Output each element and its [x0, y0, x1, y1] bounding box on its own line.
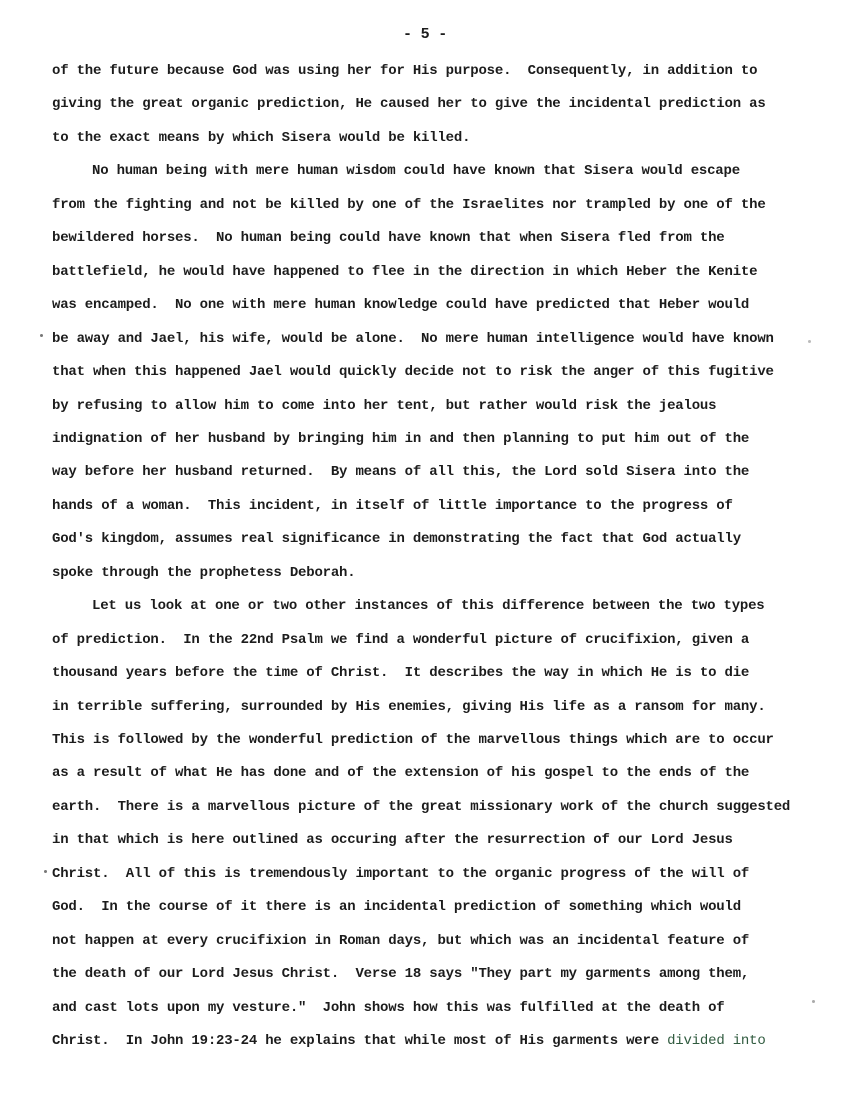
text-line-content: earth. There is a marvellous picture of the great missionary work of the church suggested: [52, 798, 791, 815]
text-line-content: the death of our Lord Jesus Christ. Verse 18 says "They part my garments among them,: [52, 966, 750, 983]
text-line: [52, 831, 733, 849]
text-line-content: Christ. All of this is tremendously important to the organic progress of the will of: [52, 865, 750, 882]
text-line: [52, 798, 790, 816]
text-line: [52, 664, 749, 682]
text-line: [92, 162, 740, 180]
text-line-content: of prediction. In the 22nd Psalm we find a wonderful picture of crucifixion, given a: [52, 631, 750, 648]
text-line: [52, 530, 741, 548]
text-line: [52, 296, 749, 314]
text-line-content: indignation of her husband by bringing him in and then planning to put him out of the: [52, 430, 750, 447]
text-line: [52, 865, 749, 883]
text-line: [52, 330, 774, 348]
text-line: [52, 497, 733, 515]
text-line: [52, 898, 741, 916]
text-line-content: from the fighting and not be killed by one of the Israelites nor trampled by one of the: [52, 196, 766, 213]
text-line-content: spoke through the prophetess Deborah.: [52, 564, 356, 581]
text-line-content: No human being with mere human wisdom could have known that Sisera would escape: [92, 163, 740, 180]
text-line: [52, 1032, 766, 1050]
text-line: [52, 731, 774, 749]
text-line-content: was encamped. No one with mere human knowledge could have predicted that Heber would: [52, 297, 750, 314]
text-line: [52, 363, 774, 381]
text-line: [52, 999, 725, 1017]
text-line: [52, 229, 725, 247]
text-line: [52, 698, 766, 716]
text-line-content: way before her husband returned. By means of all this, the Lord sold Sisera into the: [52, 464, 750, 481]
text-line: [52, 564, 355, 582]
text-line: [52, 95, 766, 113]
text-line-content: God. In the course of it there is an incidental prediction of something which would: [52, 899, 741, 916]
scan-speck: [808, 340, 811, 343]
scan-speck: [812, 1000, 815, 1003]
scan-speck: [44, 870, 47, 873]
text-line-content: in that which is here outlined as occuring after the resurrection of our Lord Jesus: [52, 832, 733, 849]
text-line-content: battlefield, he would have happened to flee in the direction in which Heber the Kenite: [52, 263, 758, 280]
text-line: [52, 62, 757, 80]
text-line-content: and cast lots upon my vesture." John shows how this was fulfilled at the death of: [52, 999, 725, 1016]
text-line: [52, 397, 716, 415]
text-line-content: giving the great organic prediction, He caused her to give the incidental prediction as: [52, 96, 766, 113]
scan-speck: [40, 334, 43, 337]
text-line-content: be away and Jael, his wife, would be alone. No mere human intelligence would have known: [52, 330, 774, 347]
text-line: [52, 764, 749, 782]
text-line: [52, 196, 766, 214]
text-line: [52, 965, 749, 983]
text-line-content: Christ. In John 19:23-24 he explains that while most of His garments were: [52, 1033, 668, 1050]
text-line: [52, 263, 757, 281]
text-line: [52, 463, 749, 481]
text-line: [52, 631, 749, 649]
text-line-content: of the future because God was using her for His purpose. Consequently, in addition to: [52, 63, 758, 79]
text-line-content: as a result of what He has done and of the extension of his gospel to the ends of the: [52, 765, 750, 782]
text-line: [52, 932, 749, 950]
text-line-content: God's kingdom, assumes real significance in demonstrating the fact that God actually: [52, 531, 741, 548]
text-line-content: in terrible suffering, surrounded by His enemies, giving His life as a ransom for many.: [52, 698, 766, 715]
text-line: [52, 129, 470, 147]
page-number: - 5 -: [402, 26, 447, 43]
text-line: [92, 597, 765, 615]
text-line-content: hands of a woman. This incident, in itself of little importance to the progress of: [52, 497, 733, 514]
text-line-content: This is followed by the wonderful prediction of the marvellous things which are to occur: [52, 732, 774, 748]
text-line-content: by refusing to allow him to come into her tent, but rather would risk the jealous: [52, 397, 717, 414]
text-line: [52, 430, 749, 448]
text-line-content: bewildered horses. No human being could have known that when Sisera fled from the: [52, 230, 725, 247]
text-line-content: to the exact means by which Sisera would be killed.: [52, 129, 471, 146]
text-line-content: not happen at every crucifixion in Roman days, but which was an incidental feature of: [52, 932, 750, 949]
text-line-content: Let us look at one or two other instances of this difference between the two types: [92, 598, 765, 615]
text-line-tail: divided into: [667, 1033, 766, 1050]
text-line-content: thousand years before the time of Christ. It describes the way in which He is to die: [52, 665, 750, 682]
text-line-content: that when this happened Jael would quickly decide not to risk the anger of this fugitive: [52, 364, 774, 381]
